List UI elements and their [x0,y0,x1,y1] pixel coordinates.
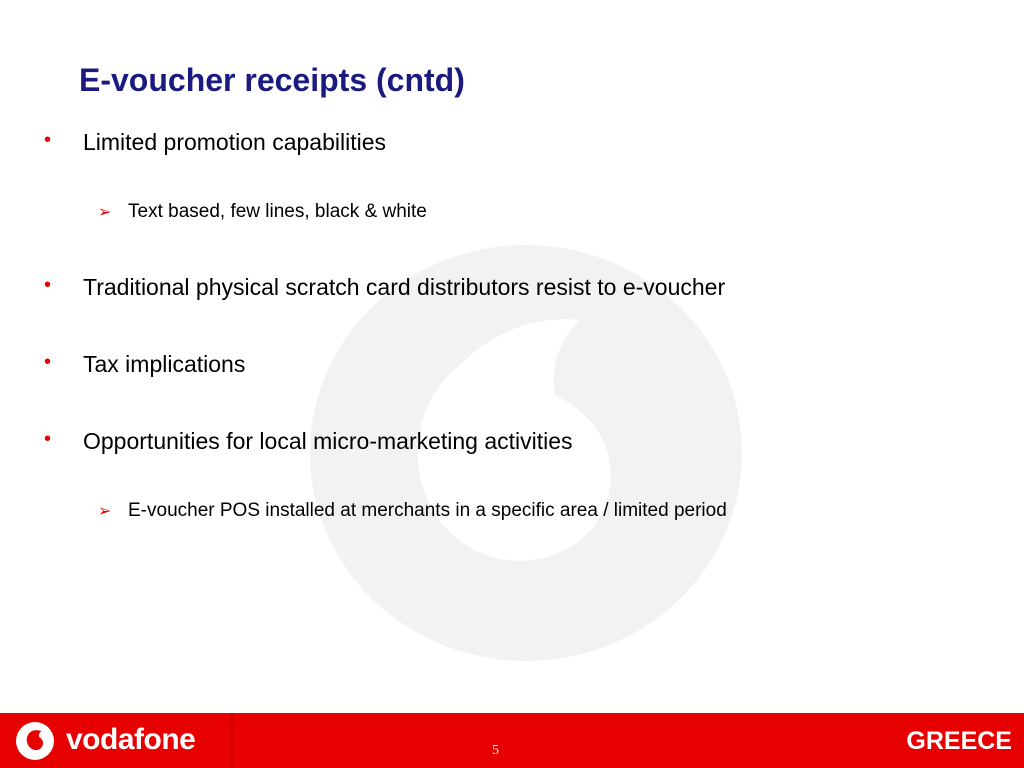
bullet-text: Traditional physical scratch card distributors resist to e-voucher [83,274,726,300]
page-number: 5 [492,743,499,758]
bullet-dot: • [44,129,52,151]
bullet-dot: • [44,351,52,373]
brand-name: vodafone [66,723,196,756]
region-label: GREECE [906,727,1012,755]
bullet-text: Limited promotion capabilities [83,129,386,155]
bullet-text: Tax implications [83,351,246,377]
bullet-text: Opportunities for local micro-marketing activities [83,428,573,454]
footer-bar [0,713,1024,768]
footer-divider [231,713,233,768]
sub-bullet-text: E-voucher POS installed at merchants in a specific area / limited period [128,500,727,521]
bullet-dot: • [44,428,52,450]
arrow-bullet-icon: ➢ [98,503,112,520]
sub-bullet-text: Text based, few lines, black & white [128,201,427,222]
slide-title: E-voucher receipts (cntd) [79,62,465,98]
arrow-bullet-icon: ➢ [98,204,112,221]
bullet-dot: • [44,274,52,296]
vodafone-logo-icon [15,721,55,761]
